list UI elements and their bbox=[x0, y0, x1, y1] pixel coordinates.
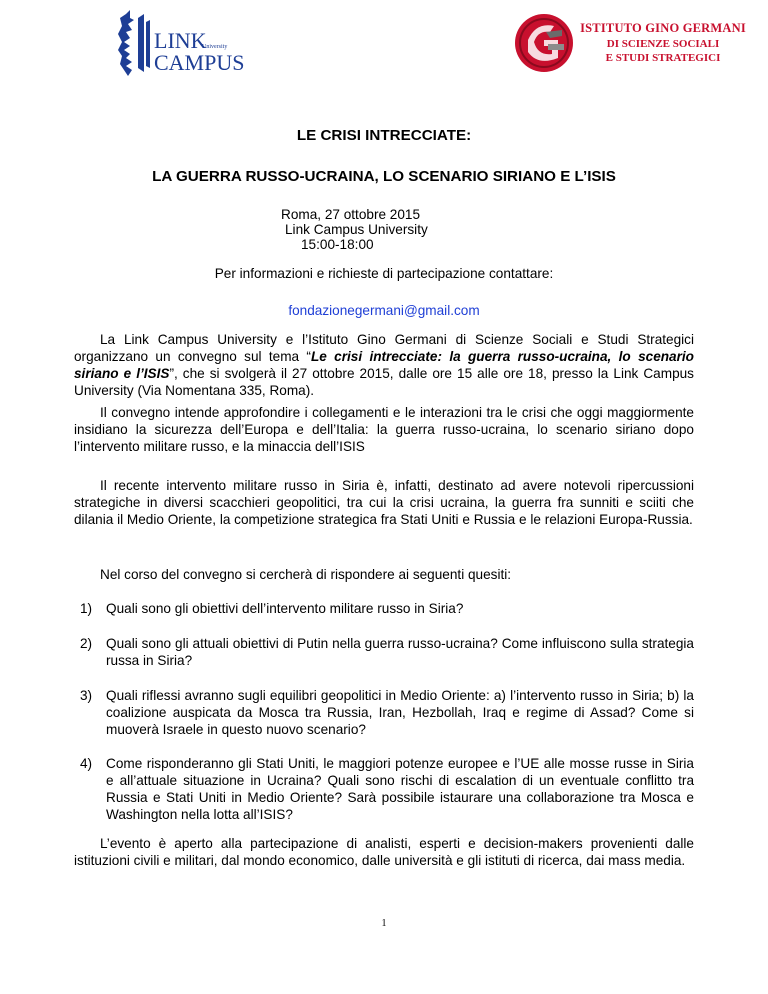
paragraph-context: Il recente intervento militare russo in Siria è, infatti, destinato ad avere notevoli ripercussioni strategiche in diversi scacchieri geopolitici, tra cui la crisi ucraina, la guerra fra sunniti e sciiti che dilania il Medio Oriente, la competizione strategica fra Stati Uniti e Russia e le relazioni Europa-Russia. bbox=[74, 478, 694, 527]
page-number: 1 bbox=[381, 918, 387, 929]
event-date: Roma, 27 ottobre 2015 bbox=[281, 207, 421, 222]
list-item: 3) Quali riflessi avranno sugli equilibri geopolitici in Medio Oriente: a) l’intervento russo in Siria; b) la coalizione auspicata da Mosca tra Russia, Iran, Hezbollah, Iraq e regime di Assad? Come si muoverà Israele in questo nuovo scenario? bbox=[80, 688, 694, 737]
event-place: Link Campus University bbox=[285, 222, 428, 237]
list-item: 4) Come risponderanno gli Stati Uniti, le maggiori potenze europee e l’UE alle mosse russe in Siria e all’attuale situazione in Ucraina? Quali sono rischi di escalation di un eventuale conflitto tra Russia e Stati Uniti in Medio Oriente? Sarà possibile istaurare una collaborazione tra Mosca e Washington nella lotta all’ISIS? bbox=[80, 756, 694, 822]
germani-seal-icon bbox=[514, 12, 574, 74]
svg-text:CAMPUS: CAMPUS bbox=[154, 50, 245, 75]
contact-email-link[interactable]: fondazionegermani@gmail.com bbox=[288, 303, 480, 318]
paragraph-audience: L’evento è aperto alla partecipazione di analisti, esperti e decision-makers provenienti dalle istituzioni civili e militari, dal mondo economico, dalle università e gli istituti di ricerca, dai mass media. bbox=[74, 836, 694, 868]
event-theme: Le crisi intrecciate: la guerra russo-ucraina, lo scenario siriano e l’ISIS bbox=[74, 349, 694, 381]
link-campus-logo bbox=[116, 8, 245, 78]
contact-intro: Per informazioni e richieste di partecipazione contattare: bbox=[214, 266, 554, 281]
title-line2: LA GUERRA RUSSO-UCRAINA, LO SCENARIO SIRIANO E L’ISIS bbox=[152, 168, 616, 185]
svg-text:University: University bbox=[202, 44, 228, 50]
istituto-line3: E STUDI STRATEGICI bbox=[605, 52, 721, 64]
paragraph-intro: La Link Campus University e l’Istituto Gino Germani di Scienze Sociali e Studi Strategici organizzano un convegno sul tema “Le crisi intrecciate: la guerra russo-ucraina, lo scenario siriano e l’ISIS”, che si svolgerà il 27 ottobre 2015, dalle ore 15 alle ore 18, presso la Link Campus University (Via Nomentana 335, Roma). bbox=[74, 332, 694, 398]
event-time: 15:00-18:00 bbox=[301, 237, 374, 252]
istituto-line1: ISTITUTO GINO GERMANI bbox=[580, 21, 746, 35]
istituto-name bbox=[578, 20, 748, 65]
title-line1: LE CRISI INTRECCIATE: bbox=[296, 127, 472, 144]
istituto-line2: DI SCIENZE SOCIALI bbox=[606, 38, 720, 50]
list-item: 1) Quali sono gli obiettivi dell’intervento militare russo in Siria? bbox=[80, 601, 464, 616]
paragraph-goal: Il convegno intende approfondire i collegamenti e le interazioni tra le crisi che oggi maggiormente insidiano la sicurezza dell’Europa e dell’Italia: la guerra russo-ucraina, lo scenario siriano dopo l’intervento militare russo, e la minaccia dell’ISIS bbox=[74, 405, 694, 454]
list-item: 2) Quali sono gli attuali obiettivi di Putin nella guerra russo-ucraina? Come influiscono sulla strategia russa in Siria? bbox=[80, 636, 694, 668]
paragraph-questions-intro: Nel corso del convegno si cercherà di rispondere ai seguenti quesiti: bbox=[100, 567, 512, 582]
svg-text:LINK: LINK bbox=[154, 28, 207, 53]
link-campus-logo-icon bbox=[116, 8, 245, 78]
